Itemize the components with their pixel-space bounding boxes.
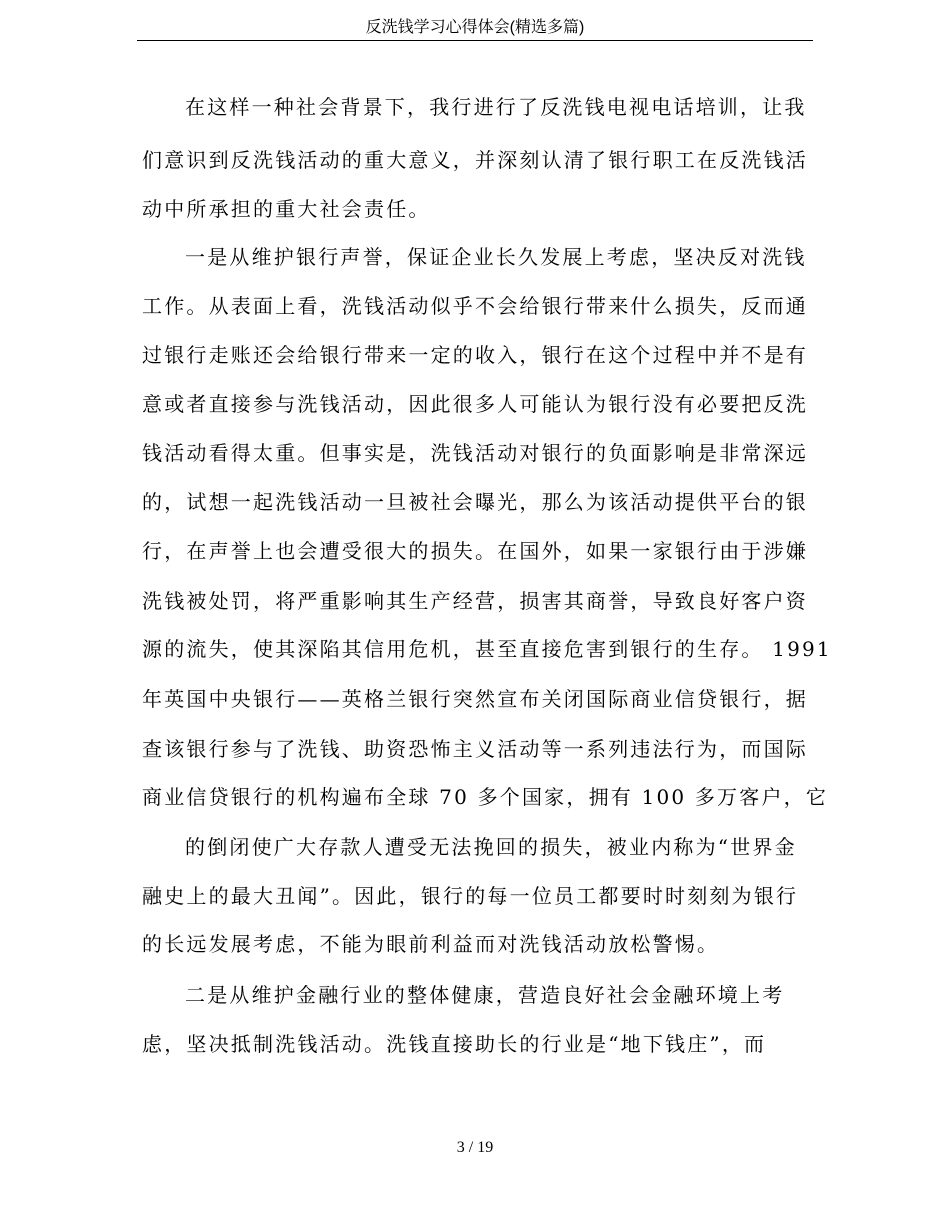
body-line: 的倒闭使广大存款人遭受无法挽回的损失，被业内称为“世界金 xyxy=(185,835,797,859)
body-line: 们意识到反洗钱活动的重大意义，并深刻认清了银行职工在反洗钱活 xyxy=(142,148,808,172)
body-line: 融史上的最大丑闻”。因此，银行的每一位员工都要时时刻刻为银行 xyxy=(142,884,799,908)
body-line: 工作。从表面上看，洗钱活动似乎不会给银行带来什么损失，反而通 xyxy=(142,294,808,318)
body-line: 一是从维护银行声誉，保证企业长久发展上考虑，坚决反对洗钱 xyxy=(185,245,807,269)
body-line: 商业信贷银行的机构遍布全球 70 多个国家，拥有 100 多万客户，它 xyxy=(142,785,829,809)
body-line: 的长远发展考虑，不能为眼前利益而对洗钱活动放松警惕。 xyxy=(142,932,720,956)
body-line: 年英国中央银行——英格兰银行突然宣布关闭国际商业信贷银行，据 xyxy=(142,687,808,711)
body-line: 在这样一种社会背景下，我行进行了反洗钱电视电话培训，让我 xyxy=(185,95,807,119)
body-line: 过银行走账还会给银行带来一定的收入，银行在这个过程中并不是有 xyxy=(142,343,808,367)
body-line: 查该银行参与了洗钱、助资恐怖主义活动等一系列违法行为，而国际 xyxy=(142,737,808,761)
page-number: 3 / 19 xyxy=(456,1139,494,1156)
body-line: 动中所承担的重大社会责任。 xyxy=(142,197,431,221)
body-line: 洗钱被处罚，将严重影响其生产经营，损害其商誉，导致良好客户资 xyxy=(142,589,808,613)
body-line: 意或者直接参与洗钱活动，因此很多人可能认为银行没有必要把反洗 xyxy=(142,392,808,416)
body-line: 行，在声誉上也会遭受很大的损失。在国外，如果一家银行由于涉嫌 xyxy=(142,539,808,563)
body-line: 的，试想一起洗钱活动一旦被社会曝光，那么为该活动提供平台的银 xyxy=(142,490,808,514)
body-line: 虑，坚决抵制洗钱活动。洗钱直接助长的行业是“地下钱庄”，而 xyxy=(142,1032,767,1056)
body-line: 钱活动看得太重。但事实是，洗钱活动对银行的负面影响是非常深远 xyxy=(142,441,808,465)
body-line: 源的流失，使其深陷其信用危机，甚至直接危害到银行的生存。 1991 xyxy=(142,637,832,661)
body-line: 二是从维护金融行业的整体健康，营造良好社会金融环境上考 xyxy=(185,983,785,1007)
header-divider xyxy=(137,40,813,41)
page-header-title: 反洗钱学习心得体会(精选多篇) xyxy=(365,19,585,36)
